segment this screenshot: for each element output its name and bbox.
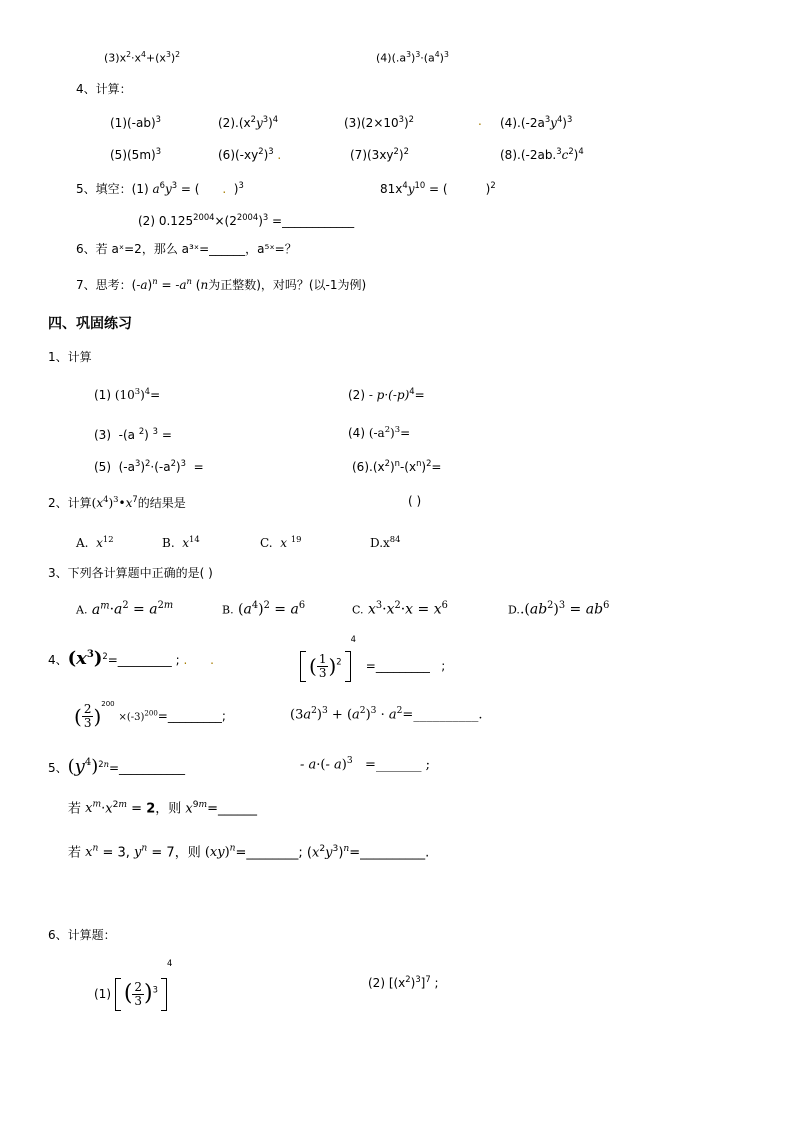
q4-item-8: $(8).(-2ab.^3c^2)^4$ <box>500 146 584 162</box>
p4-d: $(3a^2)^3 + (a^2)^3$ · $a^2=\_\_\_\_\_\_\_\_\_\_$. <box>290 706 483 723</box>
p3-option-a: A. $a^m\cdot a^2 = a^{2m}$ <box>76 600 174 618</box>
q4-item-5: $(5)(5m)^3$ <box>110 146 162 162</box>
p6-a: (1) ( $\frac{2}{3}$ )$^3$ $^4$ <box>94 958 172 1011</box>
q4-item-1: $(1)(-ab)^3$ <box>110 114 162 130</box>
p2-option-a: A. $x^{12}$ <box>76 534 114 550</box>
dot-mark: . <box>478 114 482 128</box>
p1-title: 1、计算 <box>48 350 92 364</box>
p4-a: 4、$(x^3)^2=\_\_\_\_\_\_\_\_\_$ ; . . <box>48 648 214 669</box>
q5-line-1: 5、填空：(1) $a^6y^3$ = ( . )$^3$ <box>76 180 244 196</box>
q7: 7、思考：$(-a)^n = -a^n$ (n为正整数)，对吗？(以-1为例) <box>76 276 367 292</box>
p5-a: 5、$(y^4)^{2n}=\_\_\_\_\_\_\_\_\_\_\_$ <box>48 756 186 777</box>
q4-item-3: $(3)(2\times 10^3)^2$ <box>344 114 415 130</box>
p5-c: 若 $x^m\cdot x^{2m} = 2$，则 $x^{9m}=\_\_\_\_\_\_$ <box>68 800 258 817</box>
p2-option-b: B. $x^{14}$ <box>162 534 200 550</box>
q4-item-6: $(6)(-xy^2)^3$ . <box>218 146 282 162</box>
p4-b: ( $\frac{1}{3}$ )$^2$ $^4$ =_________ ; <box>300 634 445 682</box>
p1-item-5: (5) $(-a^3)^2\cdot(-a^2)^3$ = <box>94 458 204 474</box>
q4-title: 4、计算： <box>76 82 132 96</box>
p1-item-4: (4) $(-a^2)^3=$ <box>348 424 411 440</box>
p2-question: 2、计算$(x^4)^3•x^7$的结果是 <box>48 494 186 510</box>
review-item-3: $(3)x^2\cdot x^4+(x^3)^2$ <box>104 50 181 65</box>
p6-title: 6、计算题： <box>48 928 116 942</box>
p3-option-c: C. $x^3\cdot x^2\cdot x = x^6$ <box>352 600 448 618</box>
p1-item-2: $(2) - p\cdot(-p)^4=$ <box>348 386 425 402</box>
p3-option-d: $D..(ab^2)^3 = ab^6$ <box>508 600 610 618</box>
p3-question: 3、下列各计算题中正确的是( ) <box>48 566 213 580</box>
p2-option-c: C. x $^{19}$ <box>260 534 302 550</box>
p1-item-3: (3) -(a $^2$) $^3$ = <box>94 426 172 442</box>
p3-option-b: B. $(a^4)^2 = a^6$ <box>222 600 306 618</box>
q4-item-2: $(2).(x^2y^3)^4$ <box>218 114 279 130</box>
section-title: 四、巩固练习 <box>48 316 132 332</box>
review-item-4: $(4)(.a^3)^3\cdot(a^4)^3$ <box>376 50 449 65</box>
q4-item-7: $(7)(3xy^2)^2$ <box>350 146 409 162</box>
q5-line-1b: $81x^4y^{10}$ = ( )$^2$ <box>380 180 496 196</box>
p2-paren: ( ) <box>408 494 422 508</box>
p4-c: ( $\frac{2}{3}$ )$^{200} \times(-3)^{200}=\_\_\_\_\_\_\_\_\_$; <box>74 700 226 730</box>
p1-item-6: $(6).(x^2)^n-(x^n)^2=$ <box>352 458 442 474</box>
p2-option-d: $D.x^{84}$ <box>370 534 401 550</box>
q4-item-4: $(4).(-2a^3y^4)^3$ <box>500 114 573 130</box>
p6-b: (2) $[(x^2)^3]^7$ ; <box>368 974 439 990</box>
p5-b: - a·(- a)$^3$ =_______ ; <box>300 756 430 773</box>
p5-d: 若 $x^n = 3$, $y^n = 7$，则 (xy)$^n$=________; $(x^2y^3)^n=\_\_\_\_\_\_\_\_\_\_$. <box>68 844 430 861</box>
q6: 6、若 aˣ=2，那么 a³ˣ=______，a⁵ˣ=？ <box>76 242 297 256</box>
q5-line-2: (2) $0.125^{2004}\times(2^{2004})^3$ =____________ <box>138 212 355 228</box>
p1-item-1: (1) $(10^3)^4=$ <box>94 386 161 402</box>
